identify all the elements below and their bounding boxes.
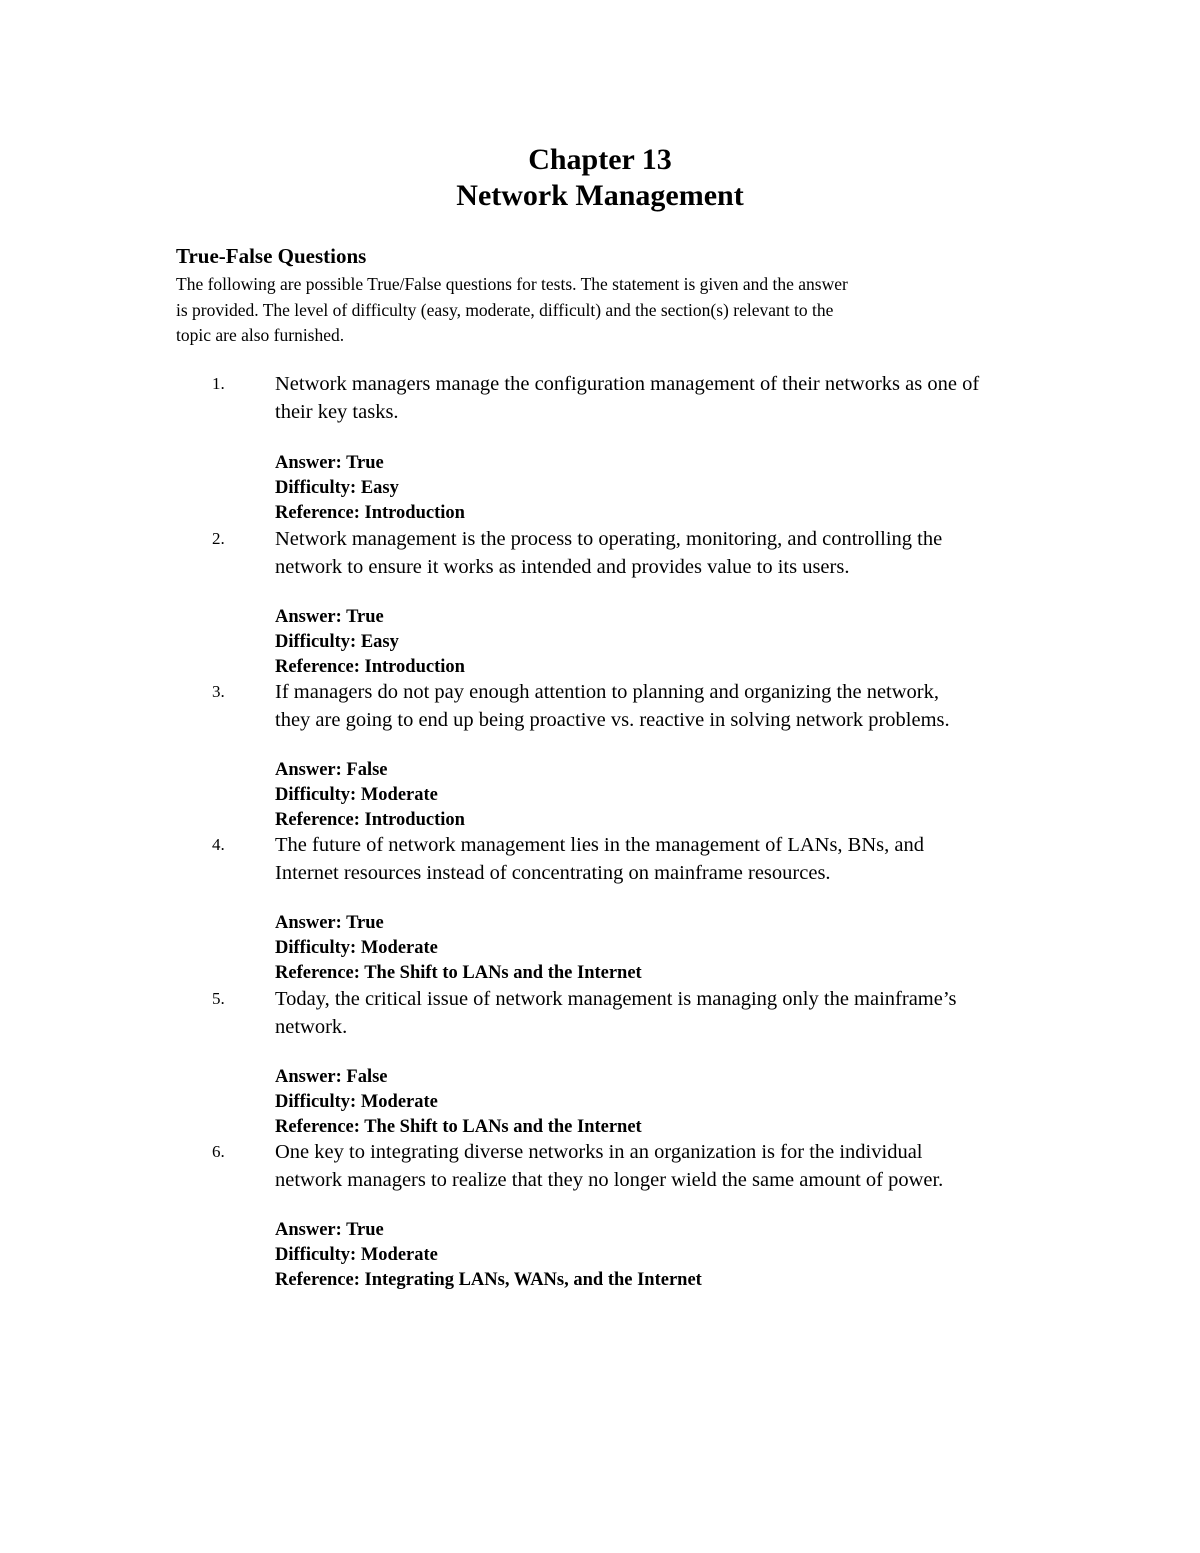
difficulty-label: Difficulty: <box>275 1092 357 1112</box>
answer-value: False <box>346 760 388 780</box>
difficulty-label: Difficulty: <box>275 785 357 805</box>
answer-line <box>275 1065 642 1090</box>
reference-line <box>275 1115 642 1140</box>
difficulty-line <box>275 783 465 808</box>
question-meta <box>275 605 465 680</box>
difficulty-line <box>275 1090 642 1115</box>
reference-line <box>275 808 465 833</box>
intro-line: The following are possible True/False questions for tests. The statement is given and the answer <box>176 274 848 294</box>
question-line: Network managers manage the configuration management of their networks as one of <box>275 373 980 395</box>
answer-line <box>275 605 465 630</box>
question-number: 3. <box>212 682 225 701</box>
question-text <box>275 525 1125 581</box>
question-meta <box>275 451 465 526</box>
question-meta <box>275 758 465 833</box>
section-heading: True-False Questions <box>176 244 367 268</box>
reference-line <box>275 961 642 986</box>
reference-label: Reference: <box>275 810 360 830</box>
intro-paragraph <box>176 272 1036 349</box>
question-line: Network management is the process to operating, monitoring, and controlling the <box>275 528 943 550</box>
answer-label: Answer: <box>275 760 342 780</box>
question-line: If managers do not pay enough attention to planning and organizing the network, <box>275 681 939 703</box>
answer-label: Answer: <box>275 1067 342 1087</box>
reference-value: The Shift to LANs and the Internet <box>364 1117 642 1137</box>
answer-value: True <box>346 607 384 627</box>
question-line: Internet resources instead of concentrating on mainframe resources. <box>275 862 831 884</box>
question-text <box>275 1138 1125 1194</box>
reference-value: Introduction <box>364 810 465 830</box>
reference-line <box>275 655 465 680</box>
reference-value: Introduction <box>364 657 465 677</box>
difficulty-line <box>275 1243 702 1268</box>
chapter-title: Network Management <box>456 179 744 212</box>
question-text <box>275 831 1125 887</box>
difficulty-line <box>275 476 465 501</box>
answer-label: Answer: <box>275 607 342 627</box>
question-meta <box>275 1065 642 1140</box>
answer-value: False <box>346 1067 388 1087</box>
reference-value: Integrating LANs, WANs, and the Internet <box>364 1270 702 1290</box>
difficulty-value: Moderate <box>360 1245 438 1265</box>
question-text <box>275 678 1125 734</box>
difficulty-label: Difficulty: <box>275 478 357 498</box>
question-line: One key to integrating diverse networks in an organization is for the individual <box>275 1141 923 1163</box>
intro-line: topic are also furnished. <box>176 325 345 345</box>
reference-label: Reference: <box>275 1117 360 1137</box>
answer-value: True <box>346 913 384 933</box>
answer-label: Answer: <box>275 913 342 933</box>
question-line: network to ensure it works as intended and provides value to its users. <box>275 556 850 578</box>
difficulty-label: Difficulty: <box>275 938 357 958</box>
difficulty-value: Easy <box>360 632 399 652</box>
question-number: 6. <box>212 1142 225 1161</box>
question-line: Today, the critical issue of network management is managing only the mainframe’s <box>275 988 957 1010</box>
question-meta <box>275 1218 702 1293</box>
question-line: The future of network management lies in the management of LANs, BNs, and <box>275 834 924 856</box>
reference-label: Reference: <box>275 963 360 983</box>
difficulty-value: Easy <box>360 478 399 498</box>
question-text <box>275 370 1125 426</box>
question-number: 2. <box>212 529 225 548</box>
answer-line <box>275 1218 702 1243</box>
question-number: 5. <box>212 989 225 1008</box>
difficulty-label: Difficulty: <box>275 632 357 652</box>
answer-line <box>275 758 465 783</box>
question-line: network managers to realize that they no longer wield the same amount of power. <box>275 1169 944 1191</box>
question-line: their key tasks. <box>275 401 399 423</box>
difficulty-value: Moderate <box>360 785 438 805</box>
difficulty-value: Moderate <box>360 938 438 958</box>
reference-line <box>275 1268 702 1293</box>
reference-line <box>275 501 465 526</box>
answer-label: Answer: <box>275 1220 342 1240</box>
answer-value: True <box>346 1220 384 1240</box>
answer-line <box>275 451 465 476</box>
answer-label: Answer: <box>275 453 342 473</box>
reference-value: The Shift to LANs and the Internet <box>364 963 642 983</box>
difficulty-line <box>275 630 465 655</box>
question-line: network. <box>275 1016 348 1038</box>
answer-value: True <box>346 453 384 473</box>
question-number: 4. <box>212 835 225 854</box>
difficulty-value: Moderate <box>360 1092 438 1112</box>
difficulty-label: Difficulty: <box>275 1245 357 1265</box>
reference-label: Reference: <box>275 503 360 523</box>
title-block <box>0 142 1200 214</box>
reference-label: Reference: <box>275 1270 360 1290</box>
answer-line <box>275 911 642 936</box>
difficulty-line <box>275 936 642 961</box>
intro-line: is provided. The level of difficulty (easy, moderate, difficult) and the section(s) relevant to the <box>176 299 834 320</box>
question-line: they are going to end up being proactive vs. reactive in solving network problems. <box>275 709 950 731</box>
reference-value: Introduction <box>364 503 465 523</box>
question-number: 1. <box>212 374 225 393</box>
reference-label: Reference: <box>275 657 360 677</box>
question-meta <box>275 911 642 986</box>
question-text <box>275 985 1125 1041</box>
chapter-heading: Chapter 13 <box>528 143 672 176</box>
